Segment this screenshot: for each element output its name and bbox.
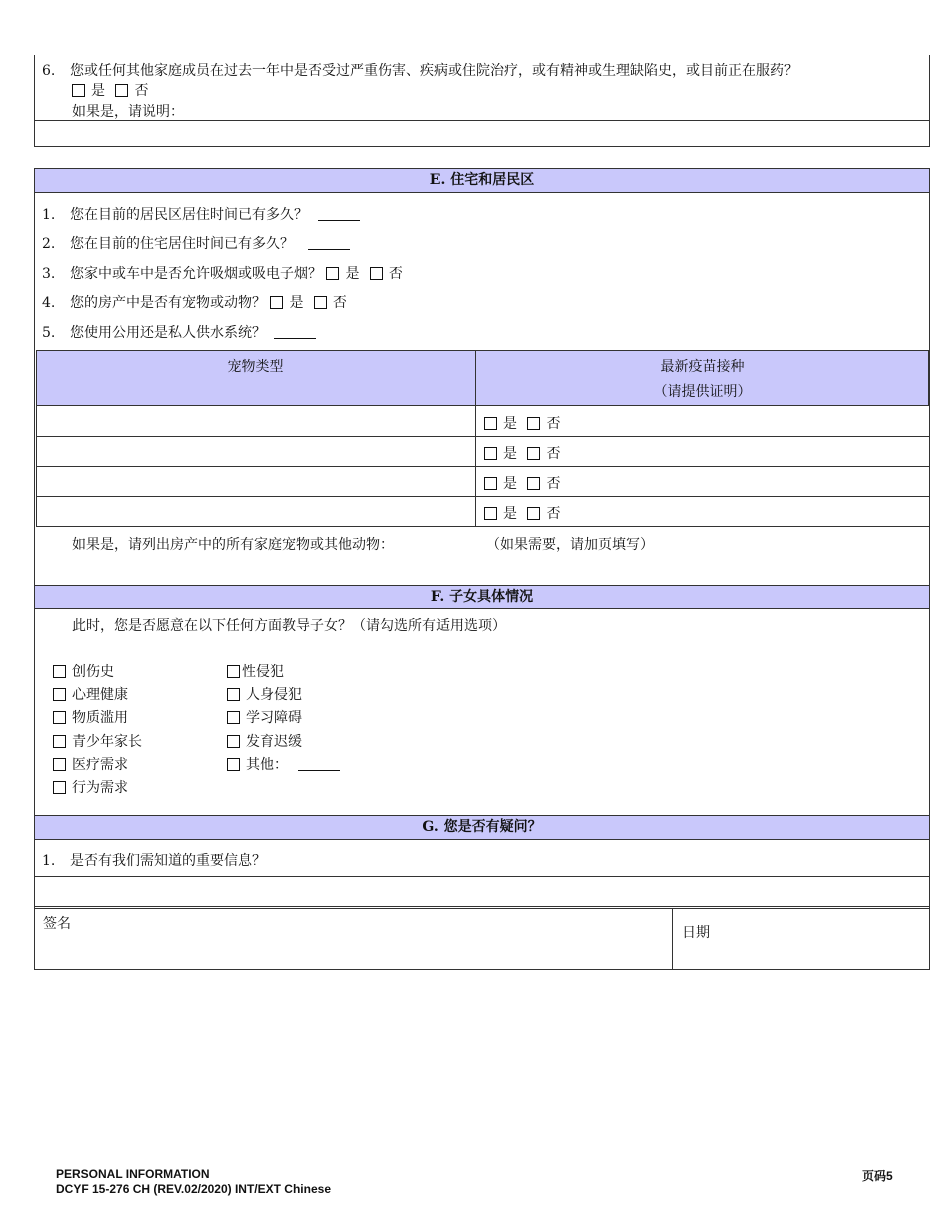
pet-type-field-2[interactable]: [37, 437, 474, 465]
no-checkbox[interactable]: [115, 84, 128, 97]
question-6: [42, 60, 798, 80]
vaccination-proof-note: （请提供证明）: [653, 384, 752, 400]
option-physical-abuse[interactable]: [227, 684, 302, 704]
yes-label: 是: [503, 416, 517, 432]
important-info-field[interactable]: [35, 877, 929, 906]
option-label: 性侵犯: [242, 664, 284, 680]
no-label: 否: [388, 266, 403, 282]
option-medical-needs[interactable]: [53, 754, 128, 774]
pet-type-column-header: 宠物类型: [227, 359, 284, 375]
yes-checkbox[interactable]: [484, 507, 497, 520]
pet-type-field-4[interactable]: [37, 497, 474, 525]
option-developmental-delay[interactable]: [227, 731, 302, 751]
e-question-2: [42, 233, 350, 253]
option-teen-parent[interactable]: [53, 731, 142, 751]
date-label: 日期: [682, 925, 710, 941]
e-question-5: [42, 322, 316, 342]
no-checkbox[interactable]: [314, 296, 327, 309]
checkbox[interactable]: [53, 735, 66, 748]
yes-checkbox[interactable]: [484, 477, 497, 490]
checkbox[interactable]: [53, 665, 66, 678]
section-g-header: G. 您是否有疑问？: [34, 815, 930, 840]
yes-checkbox[interactable]: [72, 84, 85, 97]
question-number: 4.: [42, 295, 56, 311]
yes-label: 是: [289, 295, 304, 311]
checkbox[interactable]: [53, 758, 66, 771]
option-label: 发育迟缓: [246, 734, 302, 750]
children-prompt: 此时，您是否愿意在以下任何方面教导子女？（请勾选所有适用选项）: [72, 618, 506, 634]
section-f-header: F. 子女具体情况: [34, 585, 930, 609]
option-label: 心理健康: [72, 687, 128, 703]
pet-list-prompt: 如果是，请列出房产中的所有家庭宠物或其他动物：: [72, 537, 394, 553]
residence-duration-field[interactable]: [318, 220, 360, 221]
option-label: 人身侵犯: [246, 687, 302, 703]
checkbox[interactable]: [53, 688, 66, 701]
date-field[interactable]: [720, 935, 928, 969]
option-label: 其他：: [246, 757, 288, 773]
section-e-header: E. 住宅和居民区: [34, 168, 930, 193]
q6-explain-field[interactable]: [35, 121, 929, 146]
question-text: 您家中或车中是否允许吸烟或吸电子烟？: [70, 266, 322, 282]
question-text: 是否有我们需知道的重要信息？: [70, 853, 266, 869]
no-checkbox[interactable]: [527, 507, 540, 520]
footer-title: PERSONAL INFORMATION: [56, 1167, 210, 1181]
e-question-1: [42, 204, 360, 224]
pet-list-note: （如果需要，请加页填写）: [486, 537, 654, 553]
pet-type-field-3[interactable]: [37, 467, 474, 495]
checkbox[interactable]: [227, 688, 240, 701]
vaccination-row-3: [484, 473, 560, 493]
question-text: 您在目前的住宅居住时间已有多久？: [70, 236, 294, 252]
yes-label: 是: [503, 506, 517, 522]
water-system-field[interactable]: [274, 338, 316, 339]
no-label: 否: [546, 506, 561, 522]
checkbox[interactable]: [227, 758, 240, 771]
option-substance-abuse[interactable]: [53, 707, 128, 727]
vaccination-row-1: [484, 413, 560, 433]
no-label: 否: [546, 446, 561, 462]
yes-label: 是: [91, 83, 105, 99]
option-behavioral-needs[interactable]: [53, 777, 128, 797]
vaccination-row-2: [484, 443, 560, 463]
option-label: 学习障碍: [246, 710, 302, 726]
checkbox[interactable]: [227, 711, 240, 724]
option-label: 医疗需求: [72, 757, 128, 773]
vaccination-row-4: [484, 503, 560, 523]
checkbox[interactable]: [53, 711, 66, 724]
no-label: 否: [134, 83, 149, 99]
no-label: 否: [546, 476, 561, 492]
pet-type-field-1[interactable]: [37, 407, 474, 435]
no-checkbox[interactable]: [527, 417, 540, 430]
q6-explain-label: 如果是，请说明：: [72, 104, 184, 120]
option-label: 青少年家长: [72, 734, 142, 750]
yes-checkbox[interactable]: [270, 296, 283, 309]
signature-label: 签名: [43, 916, 71, 932]
option-label: 行为需求: [72, 780, 128, 796]
signature-field[interactable]: [35, 935, 671, 969]
option-learning-disability[interactable]: [227, 707, 302, 727]
question-text: 您在目前的居民区居住时间已有多久？: [70, 207, 308, 223]
vaccination-column-header: 最新疫苗接种: [660, 359, 745, 375]
option-label: 物质滥用: [72, 710, 128, 726]
e-question-3: [42, 263, 403, 283]
question-text: 您使用公用还是私人供水系统？: [70, 325, 266, 341]
footer-form-id: DCYF 15-276 CH (REV.02/2020) INT/EXT Chinese: [56, 1182, 331, 1196]
yes-label: 是: [503, 446, 517, 462]
other-field[interactable]: [298, 770, 340, 771]
option-sexual-abuse[interactable]: [227, 661, 284, 681]
no-checkbox[interactable]: [527, 477, 540, 490]
checkbox[interactable]: [53, 781, 66, 794]
no-label: 否: [546, 416, 561, 432]
yes-checkbox[interactable]: [484, 417, 497, 430]
g-question-1: [42, 850, 266, 870]
question-number: 5.: [42, 325, 56, 341]
yes-label: 是: [503, 476, 517, 492]
no-checkbox[interactable]: [370, 267, 383, 280]
option-trauma-history[interactable]: [53, 661, 114, 681]
question-number: 1.: [42, 207, 56, 223]
q6-yes-no: [72, 80, 148, 100]
question-text: 您或任何其他家庭成员在过去一年中是否受过严重伤害、疾病或住院治疗，或有精神或生理缺陷史，或目前正在服药？: [70, 63, 798, 79]
home-duration-field[interactable]: [308, 249, 350, 250]
yes-label: 是: [345, 266, 360, 282]
checkbox[interactable]: [227, 735, 240, 748]
no-label: 否: [332, 295, 347, 311]
yes-checkbox[interactable]: [326, 267, 339, 280]
question-text: 您的房产中是否有宠物或动物？: [70, 295, 266, 311]
option-mental-health[interactable]: [53, 684, 128, 704]
yes-checkbox[interactable]: [484, 447, 497, 460]
no-checkbox[interactable]: [527, 447, 540, 460]
checkbox[interactable]: [227, 665, 240, 678]
option-other[interactable]: [227, 754, 340, 774]
e-question-4: [42, 292, 347, 312]
question-number: 6.: [42, 63, 56, 79]
question-number: 2.: [42, 236, 56, 252]
question-number: 1.: [42, 853, 56, 869]
page-number: 页码5: [862, 1169, 893, 1183]
option-label: 创伤史: [72, 664, 114, 680]
question-number: 3.: [42, 266, 56, 282]
